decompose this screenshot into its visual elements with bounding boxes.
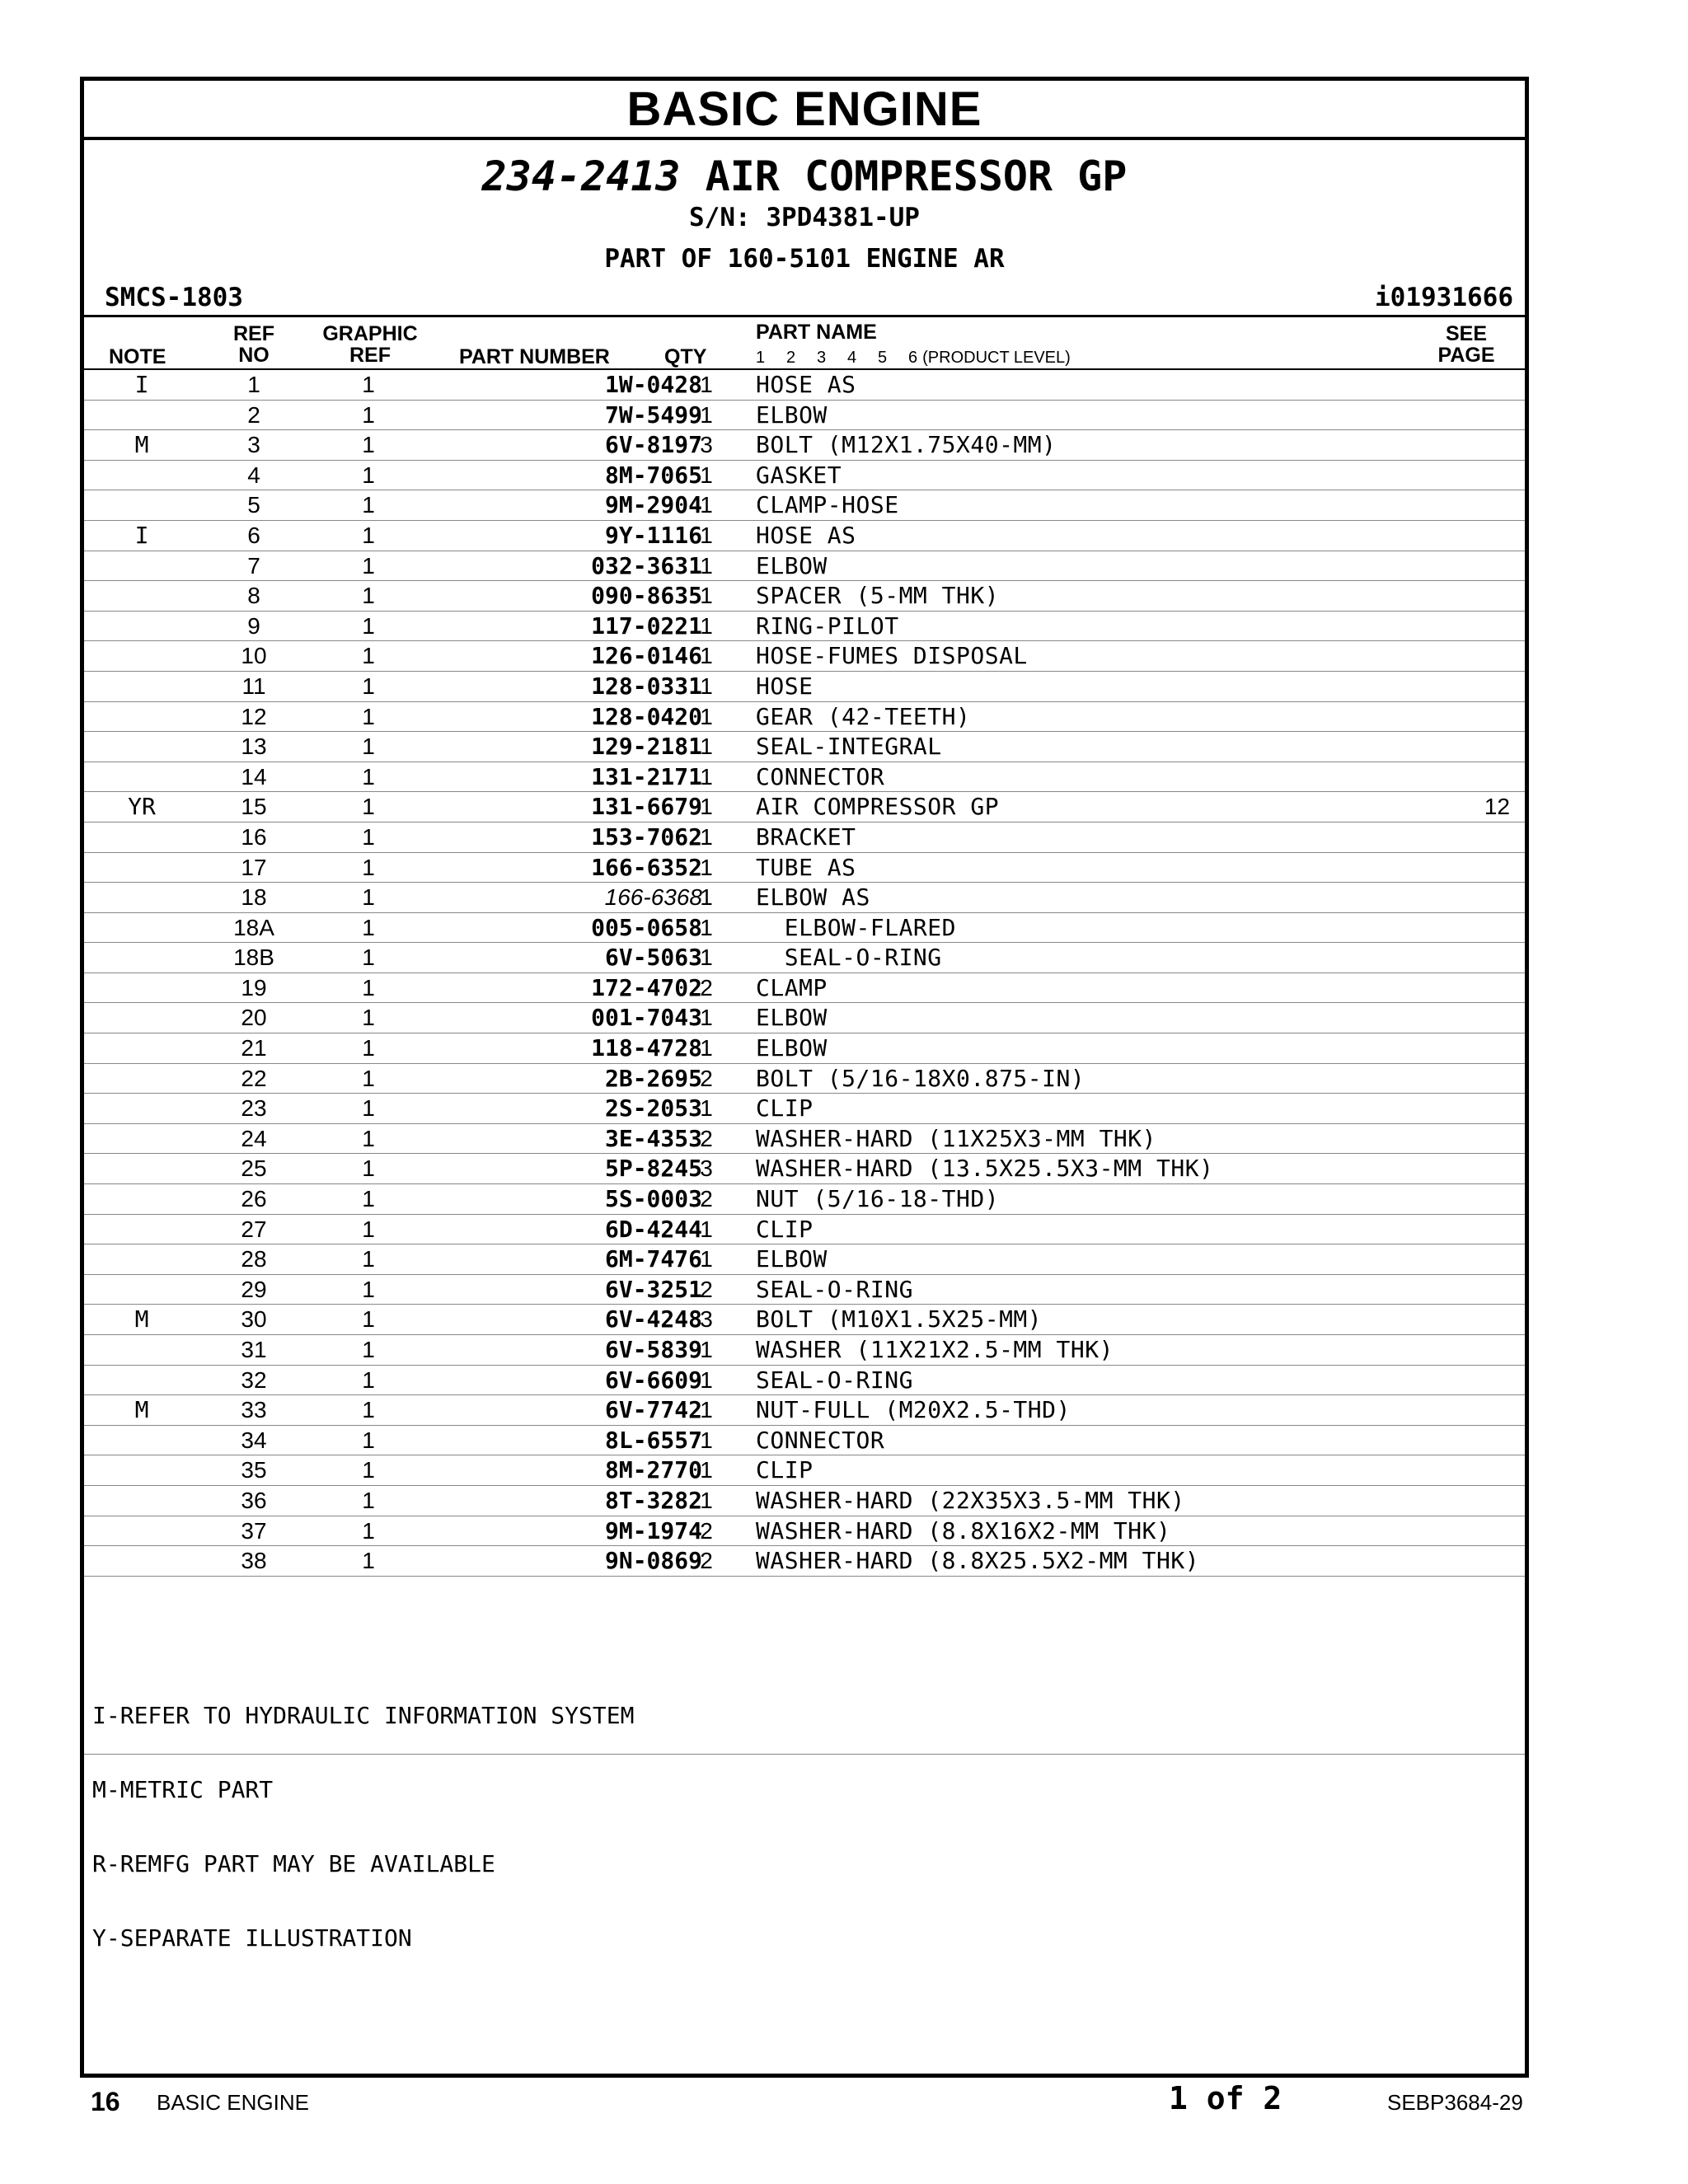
cell-part-name: BOLT (5/16-18X0.875-IN) xyxy=(756,1064,1085,1092)
cell-part-name: BOLT (M10X1.5X25-MM) xyxy=(756,1305,1043,1333)
cell-part-number: 117-0221 xyxy=(591,612,702,640)
column-header-see-line2: PAGE xyxy=(1437,344,1495,367)
cell-graphic-ref: 1 xyxy=(362,1155,375,1182)
column-header-qty: QTY xyxy=(664,345,707,368)
table-row xyxy=(84,823,1525,853)
product-level-scale xyxy=(756,349,1071,367)
cell-qty: 1 xyxy=(700,854,713,880)
cell-graphic-ref: 1 xyxy=(362,1366,375,1393)
cell-graphic-ref: 1 xyxy=(362,583,375,609)
table-row xyxy=(84,1305,1525,1335)
cell-graphic-ref: 1 xyxy=(362,1487,375,1513)
column-header-ref-line1: REF xyxy=(233,322,274,345)
cell-part-number: 6M-7476 xyxy=(604,1245,702,1273)
table-row xyxy=(84,913,1525,944)
cell-part-name: BRACKET xyxy=(756,823,856,851)
cell-graphic-ref: 1 xyxy=(362,432,375,458)
cell-graphic-ref: 1 xyxy=(362,794,375,820)
cell-qty: 2 xyxy=(700,1125,713,1151)
cell-ref-no: 14 xyxy=(241,763,267,790)
cell-graphic-ref: 1 xyxy=(362,974,375,1001)
table-row xyxy=(84,641,1525,672)
cell-graphic-ref: 1 xyxy=(362,1306,375,1333)
table-row xyxy=(84,1033,1525,1064)
cell-qty: 1 xyxy=(700,1337,713,1362)
cell-part-number: 126-0146 xyxy=(591,642,702,670)
cell-graphic-ref: 1 xyxy=(362,1125,375,1151)
cell-part-name: WASHER-HARD (22X35X3.5-MM THK) xyxy=(756,1486,1185,1514)
cell-ref-no: 9 xyxy=(247,612,260,639)
table-row xyxy=(84,1426,1525,1456)
cell-qty: 3 xyxy=(700,1306,713,1333)
footnote: Y-SEPARATE ILLUSTRATION xyxy=(92,1924,412,1952)
table-row xyxy=(84,672,1525,702)
cell-graphic-ref: 1 xyxy=(362,612,375,639)
cell-graphic-ref: 1 xyxy=(362,884,375,911)
cell-graphic-ref: 1 xyxy=(362,1216,375,1242)
cell-graphic-ref: 1 xyxy=(362,1065,375,1091)
cell-part-number: 001-7043 xyxy=(591,1004,702,1032)
cell-part-number: 118-4728 xyxy=(591,1034,702,1062)
table-row xyxy=(84,1335,1525,1366)
cell-note: M xyxy=(134,431,149,459)
table-row xyxy=(84,1455,1525,1486)
cell-graphic-ref: 1 xyxy=(362,1276,375,1302)
cell-ref-no: 8 xyxy=(247,583,260,609)
cell-part-number: 131-2171 xyxy=(591,762,702,790)
cell-ref-no: 26 xyxy=(241,1186,267,1212)
column-header-gref-line2: REF xyxy=(349,344,391,367)
cell-note: M xyxy=(134,1305,149,1333)
cell-graphic-ref: 1 xyxy=(362,1548,375,1574)
cell-qty: 1 xyxy=(700,1005,713,1031)
cell-part-name: ELBOW AS xyxy=(756,883,870,912)
cell-note: YR xyxy=(128,793,156,821)
cell-ref-no: 5 xyxy=(247,492,260,518)
cell-graphic-ref: 1 xyxy=(362,1246,375,1272)
cell-qty: 1 xyxy=(700,643,713,669)
table-row xyxy=(84,581,1525,612)
cell-qty: 1 xyxy=(700,583,713,609)
cell-ref-no: 20 xyxy=(241,1005,267,1031)
cell-part-name: CLIP xyxy=(756,1215,814,1243)
cell-part-name: CLIP xyxy=(756,1456,814,1484)
cell-graphic-ref: 1 xyxy=(362,1457,375,1483)
cell-part-name: SPACER (5-MM THK) xyxy=(756,582,1000,610)
cell-qty: 1 xyxy=(700,522,713,548)
cell-part-number: 128-0420 xyxy=(591,702,702,730)
cell-part-number: 153-7062 xyxy=(591,823,702,851)
cell-qty: 1 xyxy=(700,612,713,639)
table-row xyxy=(84,762,1525,793)
cell-ref-no: 18B xyxy=(233,944,274,971)
cell-part-number: 131-6679 xyxy=(591,793,702,821)
table-row xyxy=(84,461,1525,491)
cell-ref-no: 4 xyxy=(247,462,260,488)
cell-qty: 3 xyxy=(700,432,713,458)
cell-part-name: WASHER-HARD (8.8X16X2-MM THK) xyxy=(756,1516,1171,1544)
cell-part-name: CLAMP-HOSE xyxy=(756,491,899,519)
group-name: AIR COMPRESSOR GP xyxy=(705,152,1128,200)
cell-part-number: 9M-1974 xyxy=(604,1516,702,1544)
cell-part-name: GEAR (42-TEETH) xyxy=(756,702,971,730)
footer-document-id: SEBP3684-29 xyxy=(1387,2090,1523,2115)
cell-ref-no: 25 xyxy=(241,1155,267,1182)
footnote: M-METRIC PART xyxy=(92,1776,274,1803)
cell-part-name: WASHER-HARD (8.8X25.5X2-MM THK) xyxy=(756,1547,1200,1575)
cell-qty: 1 xyxy=(700,552,713,579)
cell-part-name: WASHER-HARD (11X25X3-MM THK) xyxy=(756,1124,1157,1152)
product-level-label: (PRODUCT LEVEL) xyxy=(922,349,1071,367)
part-of: PART OF 160-5101 ENGINE AR xyxy=(604,244,1005,274)
footer-sheet: 1 of 2 xyxy=(1169,2080,1282,2116)
cell-see-page: 12 xyxy=(1484,794,1510,820)
table-row xyxy=(84,1275,1525,1305)
cell-ref-no: 33 xyxy=(241,1397,267,1423)
cell-part-number: 090-8635 xyxy=(591,582,702,610)
cell-ref-no: 21 xyxy=(241,1035,267,1062)
table-row xyxy=(84,883,1525,913)
cell-ref-no: 36 xyxy=(241,1487,267,1513)
cell-part-number: 3E-4353 xyxy=(604,1124,702,1152)
cell-qty: 1 xyxy=(700,1427,713,1453)
cell-part-number: 9M-2904 xyxy=(604,491,702,519)
cell-part-number: 2B-2695 xyxy=(604,1064,702,1092)
cell-ref-no: 31 xyxy=(241,1337,267,1362)
cell-ref-no: 10 xyxy=(241,643,267,669)
cell-part-name: ELBOW xyxy=(756,1004,828,1032)
cell-ref-no: 2 xyxy=(247,401,260,428)
cell-ref-no: 6 xyxy=(247,522,260,548)
cell-ref-no: 11 xyxy=(241,673,266,699)
cell-part-name: ELBOW xyxy=(756,551,828,579)
cell-ref-no: 3 xyxy=(247,432,260,458)
footer-page-number: 16 xyxy=(91,2087,120,2116)
footnotes-divider xyxy=(84,1754,1525,1755)
cell-graphic-ref: 1 xyxy=(362,733,375,760)
column-header-see-line1: SEE xyxy=(1445,322,1488,345)
cell-ref-no: 13 xyxy=(241,733,267,760)
cell-part-number: 166-6352 xyxy=(591,853,702,881)
cell-part-number: 5S-0003 xyxy=(604,1185,702,1213)
column-header-gref-line1: GRAPHIC xyxy=(322,322,418,345)
cell-ref-no: 24 xyxy=(241,1125,267,1151)
cell-graphic-ref: 1 xyxy=(362,823,375,850)
cell-part-name: GASKET xyxy=(756,461,842,489)
cell-qty: 1 xyxy=(700,703,713,729)
column-header-graphic-ref xyxy=(316,323,424,366)
cell-part-name: ELBOW-FLARED xyxy=(756,913,957,941)
cell-ref-no: 23 xyxy=(241,1095,267,1122)
table-row xyxy=(84,732,1525,762)
cell-graphic-ref: 1 xyxy=(362,522,375,548)
cell-graphic-ref: 1 xyxy=(362,1035,375,1062)
cell-qty: 1 xyxy=(700,914,713,940)
cell-part-number: 6V-6609 xyxy=(604,1366,702,1394)
cell-qty: 2 xyxy=(700,1065,713,1091)
cell-part-number: 166-6368 xyxy=(604,884,702,911)
cell-qty: 1 xyxy=(700,372,713,397)
column-header-part-number: PART NUMBER xyxy=(459,345,610,368)
level-3: 3 xyxy=(817,349,827,367)
cell-qty: 1 xyxy=(700,944,713,971)
table-row xyxy=(84,1094,1525,1124)
cell-part-number: 5P-8245 xyxy=(604,1155,702,1183)
cell-qty: 1 xyxy=(700,1487,713,1513)
cell-part-number: 7W-5499 xyxy=(604,401,702,429)
cell-part-number: 129-2181 xyxy=(591,733,702,761)
table-row xyxy=(84,1064,1525,1094)
cell-part-number: 6V-4248 xyxy=(604,1305,702,1333)
group-title xyxy=(84,152,1525,201)
cell-graphic-ref: 1 xyxy=(362,1517,375,1544)
table-row xyxy=(84,1003,1525,1033)
cell-ref-no: 38 xyxy=(241,1548,267,1574)
cell-part-number: 6V-5839 xyxy=(604,1336,702,1363)
cell-part-number: 8T-3282 xyxy=(604,1486,702,1514)
level-5: 5 xyxy=(878,349,888,367)
cell-ref-no: 1 xyxy=(247,372,260,397)
cell-part-name: SEAL-O-RING xyxy=(756,1275,913,1303)
cell-ref-no: 18 xyxy=(241,884,267,911)
cell-note: M xyxy=(134,1396,149,1424)
level-1: 1 xyxy=(756,349,766,367)
cell-part-name: ELBOW xyxy=(756,1245,828,1273)
table-row xyxy=(84,973,1525,1004)
table-row xyxy=(84,1516,1525,1547)
cell-ref-no: 28 xyxy=(241,1246,267,1272)
cell-qty: 1 xyxy=(700,763,713,790)
level-6: 6 xyxy=(908,349,918,367)
cell-ref-no: 32 xyxy=(241,1366,267,1393)
cell-graphic-ref: 1 xyxy=(362,914,375,940)
parts-list-frame xyxy=(80,77,1529,2078)
table-row xyxy=(84,490,1525,521)
cell-part-name: WASHER-HARD (13.5X25.5X3-MM THK) xyxy=(756,1155,1214,1183)
cell-qty: 3 xyxy=(700,1155,713,1182)
cell-part-name: ELBOW xyxy=(756,1034,828,1062)
cell-part-name: CONNECTOR xyxy=(756,762,885,790)
cell-ref-no: 22 xyxy=(241,1065,267,1091)
cell-qty: 2 xyxy=(700,974,713,1001)
cell-graphic-ref: 1 xyxy=(362,1397,375,1423)
cell-part-name: CLIP xyxy=(756,1094,814,1122)
cell-qty: 1 xyxy=(700,884,713,911)
cell-part-number: 1W-0428 xyxy=(604,371,702,398)
smcs-code: SMCS-1803 xyxy=(105,283,243,312)
table-row xyxy=(84,1184,1525,1215)
cell-graphic-ref: 1 xyxy=(362,1427,375,1453)
table-row xyxy=(84,1546,1525,1577)
cell-qty: 1 xyxy=(700,462,713,488)
cell-graphic-ref: 1 xyxy=(362,492,375,518)
cell-qty: 1 xyxy=(700,794,713,820)
table-row xyxy=(84,1395,1525,1426)
cell-part-name: HOSE AS xyxy=(756,521,856,549)
cell-part-name: SEAL-INTEGRAL xyxy=(756,733,942,761)
group-number: 234-2413 xyxy=(481,152,681,200)
cell-part-name: RING-PILOT xyxy=(756,612,899,640)
cell-graphic-ref: 1 xyxy=(362,1095,375,1122)
cell-ref-no: 17 xyxy=(241,854,267,880)
table-row xyxy=(84,1244,1525,1275)
cell-part-name: HOSE xyxy=(756,672,814,700)
cell-part-number: 9N-0869 xyxy=(604,1547,702,1575)
table-row xyxy=(84,1154,1525,1184)
section-title: BASIC ENGINE xyxy=(84,81,1525,140)
table-row xyxy=(84,943,1525,973)
cell-part-number: 8L-6557 xyxy=(604,1426,702,1454)
cell-ref-no: 29 xyxy=(241,1276,267,1302)
table-row xyxy=(84,551,1525,582)
table-row xyxy=(84,401,1525,431)
table-row xyxy=(84,521,1525,551)
cell-graphic-ref: 1 xyxy=(362,944,375,971)
table-row xyxy=(84,1366,1525,1396)
table-row xyxy=(84,430,1525,461)
cell-part-number: 8M-2770 xyxy=(604,1456,702,1484)
serial-number: S/N: 3PD4381-UP xyxy=(689,203,920,232)
cell-ref-no: 34 xyxy=(241,1427,267,1453)
cell-part-number: 6V-3251 xyxy=(604,1275,702,1303)
cell-part-name: HOSE AS xyxy=(756,371,856,398)
cell-ref-no: 37 xyxy=(241,1517,267,1544)
cell-part-number: 6V-5063 xyxy=(604,944,702,972)
cell-graphic-ref: 1 xyxy=(362,372,375,397)
cell-graphic-ref: 1 xyxy=(362,1005,375,1031)
table-row xyxy=(84,702,1525,733)
table-row xyxy=(84,792,1525,823)
footnotes xyxy=(92,1654,1525,2000)
cell-qty: 1 xyxy=(700,673,713,699)
cell-qty: 1 xyxy=(700,1366,713,1393)
cell-part-number: 9Y-1116 xyxy=(604,521,702,549)
cell-graphic-ref: 1 xyxy=(362,703,375,729)
cell-ref-no: 27 xyxy=(241,1216,267,1242)
cell-part-name: WASHER (11X21X2.5-MM THK) xyxy=(756,1336,1114,1363)
cell-qty: 1 xyxy=(700,1397,713,1423)
cell-ref-no: 30 xyxy=(241,1306,267,1333)
cell-part-number: 6D-4244 xyxy=(604,1215,702,1243)
cell-part-name: HOSE-FUMES DISPOSAL xyxy=(756,642,1028,670)
illustration-id: i01931666 xyxy=(1375,283,1513,312)
footer-section: BASIC ENGINE xyxy=(157,2090,309,2115)
cell-note: I xyxy=(134,371,149,398)
parts-table xyxy=(84,370,1525,1577)
cell-qty: 2 xyxy=(700,1276,713,1302)
cell-qty: 1 xyxy=(700,733,713,760)
cell-ref-no: 12 xyxy=(241,703,267,729)
cell-ref-no: 15 xyxy=(241,794,267,820)
table-row xyxy=(84,370,1525,401)
cell-ref-no: 19 xyxy=(241,974,267,1001)
column-header-note: NOTE xyxy=(109,345,166,368)
cell-part-name: CLAMP xyxy=(756,973,828,1001)
table-row xyxy=(84,1124,1525,1155)
cell-qty: 1 xyxy=(700,492,713,518)
cell-graphic-ref: 1 xyxy=(362,552,375,579)
cell-part-number: 172-4702 xyxy=(591,973,702,1001)
cell-part-name: ELBOW xyxy=(756,401,828,429)
cell-part-name: BOLT (M12X1.75X40-MM) xyxy=(756,431,1057,459)
cell-ref-no: 18A xyxy=(233,914,274,940)
cell-qty: 1 xyxy=(700,823,713,850)
cell-part-number: 032-3631 xyxy=(591,551,702,579)
cell-graphic-ref: 1 xyxy=(362,763,375,790)
column-header-see-page xyxy=(1421,323,1512,366)
cell-graphic-ref: 1 xyxy=(362,1186,375,1212)
cell-qty: 1 xyxy=(700,1457,713,1483)
cell-graphic-ref: 1 xyxy=(362,401,375,428)
footnote: I-REFER TO HYDRAULIC INFORMATION SYSTEM xyxy=(92,1702,635,1729)
cell-ref-no: 16 xyxy=(241,823,267,850)
column-header-ref-no xyxy=(229,323,279,366)
column-header-part-name: PART NAME xyxy=(756,321,877,344)
cell-part-name: NUT (5/16-18-THD) xyxy=(756,1185,1000,1213)
footnote: R-REMFG PART MAY BE AVAILABLE xyxy=(92,1850,495,1877)
table-row xyxy=(84,853,1525,883)
cell-graphic-ref: 1 xyxy=(362,462,375,488)
cell-part-name: TUBE AS xyxy=(756,853,856,881)
cell-qty: 2 xyxy=(700,1548,713,1574)
cell-graphic-ref: 1 xyxy=(362,673,375,699)
cell-part-name: SEAL-O-RING xyxy=(756,944,942,972)
cell-qty: 1 xyxy=(700,1246,713,1272)
cell-ref-no: 35 xyxy=(241,1457,267,1483)
cell-part-name: CONNECTOR xyxy=(756,1426,885,1454)
cell-note: I xyxy=(134,521,149,549)
cell-qty: 1 xyxy=(700,1095,713,1122)
table-row xyxy=(84,1486,1525,1516)
table-row xyxy=(84,1215,1525,1245)
cell-part-name: NUT-FULL (M20X2.5-THD) xyxy=(756,1396,1071,1424)
level-4: 4 xyxy=(847,349,857,367)
cell-part-number: 6V-8197 xyxy=(604,431,702,459)
cell-qty: 2 xyxy=(700,1517,713,1544)
cell-part-number: 6V-7742 xyxy=(604,1396,702,1424)
cell-qty: 1 xyxy=(700,1216,713,1242)
level-2: 2 xyxy=(786,349,796,367)
cell-part-number: 8M-7065 xyxy=(604,461,702,489)
cell-graphic-ref: 1 xyxy=(362,854,375,880)
cell-part-name: SEAL-O-RING xyxy=(756,1366,913,1394)
cell-graphic-ref: 1 xyxy=(362,1337,375,1362)
cell-qty: 1 xyxy=(700,1035,713,1062)
header-divider xyxy=(84,315,1525,317)
cell-graphic-ref: 1 xyxy=(362,643,375,669)
cell-qty: 1 xyxy=(700,401,713,428)
cell-part-number: 128-0331 xyxy=(591,672,702,700)
cell-ref-no: 7 xyxy=(247,552,260,579)
cell-part-number: 2S-2053 xyxy=(604,1094,702,1122)
cell-part-name: AIR COMPRESSOR GP xyxy=(756,793,1000,821)
cell-part-number: 005-0658 xyxy=(591,913,702,941)
column-header-ref-line2: NO xyxy=(238,344,270,367)
table-row xyxy=(84,612,1525,642)
cell-qty: 2 xyxy=(700,1186,713,1212)
